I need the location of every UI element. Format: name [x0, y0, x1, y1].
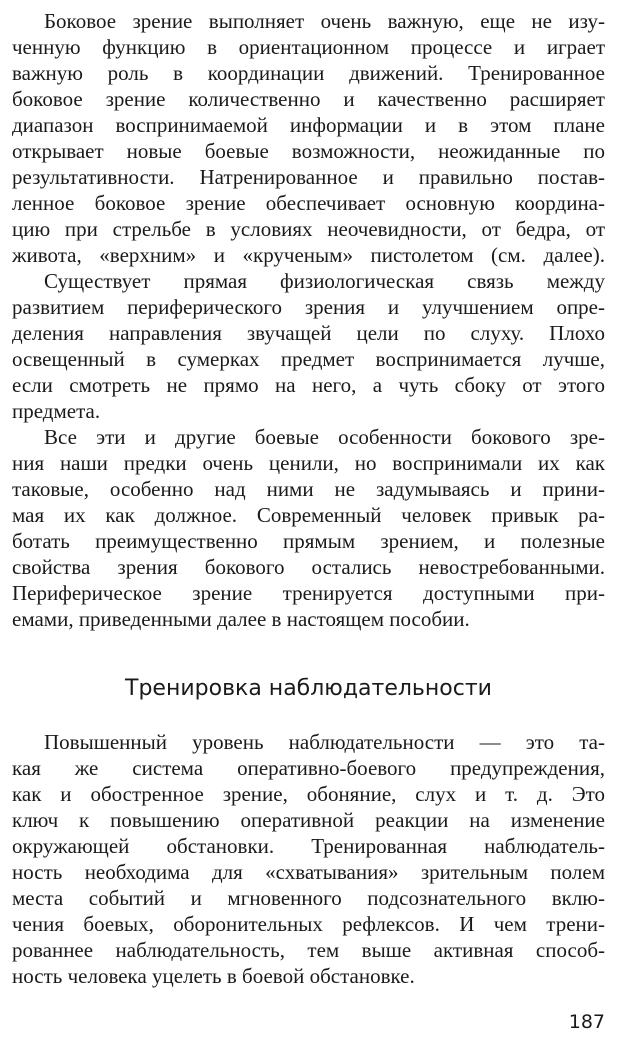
body-text-section-2: [12, 729, 605, 989]
text-line: Существует прямая физиологическая связь между: [44, 269, 605, 293]
paragraph-observation: [12, 729, 605, 989]
text-line: открывает новые боевые возможности, неожиданные по: [12, 139, 605, 163]
text-line: места событий и мгновенного подсознательного вклю-: [12, 886, 605, 910]
text-line: ключ к повышению оперативной реакции на изменение: [12, 808, 605, 832]
text-line: как и обостренное зрение, обоняние, слух и т. д. Это: [12, 782, 605, 806]
text-line: деления направления звучащей цели по слуху. Плохо: [12, 321, 605, 345]
text-line: ленное боковое зрение обеспечивает основную координа-: [12, 191, 605, 215]
text-line: окружающей обстановки. Тренированная наблюдатель-: [12, 834, 605, 858]
text-line: ность необходима для «схватывания» зрительным полем: [12, 860, 605, 884]
text-line: если смотреть не прямо на него, а чуть сбоку от этого: [12, 373, 605, 397]
text-line: цию при стрельбе в условиях неочевидности, от бедра, от: [12, 217, 605, 241]
body-text-section-1: [12, 8, 605, 632]
text-line: ность человека уцелеть в боевой обстановке.: [12, 964, 415, 988]
text-line: мая их как должное. Современный человек привык ра-: [12, 503, 605, 527]
text-line: свойства зрения бокового остались невостребованными.: [12, 555, 605, 579]
text-line: важную роль в координации движений. Тренированное: [12, 61, 605, 85]
paragraph-physiological-link: [12, 268, 605, 424]
text-line: результативности. Натренированное и правильно постав-: [12, 165, 605, 189]
text-line: чения боевых, оборонительных рефлексов. И чем трени-: [12, 912, 605, 936]
text-line: предмета.: [12, 399, 101, 423]
text-line: живота, «верхним» и «крученым» пистолетом (см. далее).: [12, 243, 605, 267]
text-line: Все эти и другие боевые особенности бокового зре-: [44, 425, 605, 449]
text-line: ботать преимущественно прямым зрением, и полезные: [12, 529, 605, 553]
text-line: емами, приведенными далее в настоящем пособии.: [12, 607, 470, 631]
text-line: таковые, особенно над ними не задумываясь и прини-: [12, 477, 605, 501]
paragraph-peripheral-vision: [12, 8, 605, 268]
text-line: ния наши предки очень ценили, но воспринимали их как: [12, 451, 605, 475]
page-number: 187: [568, 1011, 605, 1033]
text-line: рованнее наблюдательность, тем выше активная способ-: [12, 938, 605, 962]
text-line: ченную функцию в ориентационном процессе и играет: [12, 35, 605, 59]
text-line: диапазон воспринимаемой информации и в этом плане: [12, 113, 605, 137]
text-line: развитием периферического зрения и улучшением опре-: [12, 295, 605, 319]
text-line: кая же система оперативно-боевого предупреждения,: [12, 756, 605, 780]
text-line: боковое зрение количественно и качественно расширяет: [12, 87, 605, 111]
text-line: Периферическое зрение тренируется доступными при-: [12, 581, 605, 605]
text-line: Боковое зрение выполняет очень важную, еще не изу-: [44, 9, 605, 33]
text-line: освещенный в сумерках предмет воспринимается лучше,: [12, 347, 605, 371]
paragraph-ancestors: [12, 424, 605, 632]
section-heading: Тренировка наблюдательности: [125, 676, 492, 701]
text-line: Повышенный уровень наблюдательности — это та-: [44, 730, 605, 754]
